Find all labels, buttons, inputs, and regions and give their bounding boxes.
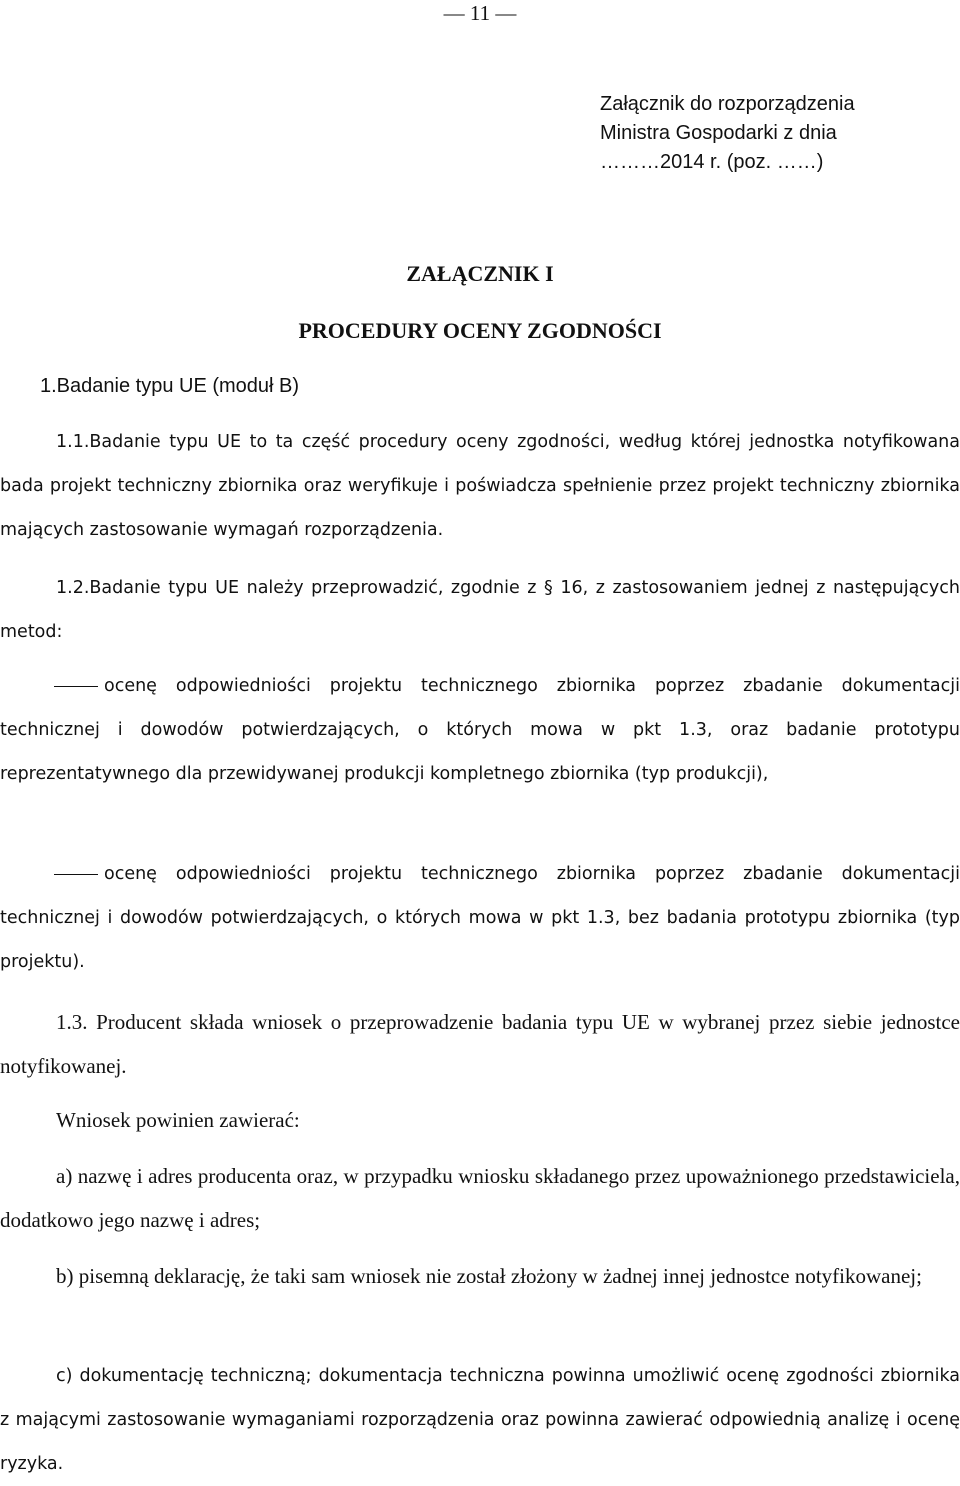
- paragraph-1-2: 1.2.Badanie typu UE należy przeprowadzić, zgodnie z § 16, z zastosowaniem jednej z następujących metod:: [0, 578, 960, 642]
- annex-note-line: Załącznik do rozporządzenia: [600, 93, 855, 115]
- list-item-a: a) nazwę i adres producenta oraz, w przypadku wniosku składanego przez upoważnionego przedstawiciela, dodatkowo jego nazwę i adres;: [0, 1164, 960, 1232]
- annex-title: ZAŁĄCZNIK I: [406, 261, 554, 286]
- paragraph-1-1: 1.1.Badanie typu UE to ta część procedury oceny zgodności, według której jednostka notyfikowana bada projekt techniczny zbiornika oraz weryfikuje i poświadcza spełnienie przez projekt techniczny zbiornika mających zastosowanie wymagań rozporządzenia.: [0, 432, 960, 540]
- dash-icon: [54, 874, 98, 875]
- bullet-text: ocenę odpowiedniości projektu technicznego zbiornika poprzez zbadanie dokumentacji technicznej i dowodów potwierdzających, o których mowa w pkt 1.3, oraz badanie prototypu reprezentatywnego dla przewidywanej produkcji kompletnego zbiornika (typ produkcji),: [0, 676, 960, 784]
- paragraph-1-3: 1.3. Producent składa wniosek o przeprowadzenie badania typu UE w wybranej przez siebie jednostce notyfikowanej.: [0, 1010, 960, 1078]
- bullet-item: [0, 664, 960, 796]
- bullet-item: [0, 852, 960, 984]
- annex-note-line: ………2014 r. (poz. ……): [600, 151, 824, 173]
- section-heading: 1.Badanie typu UE (moduł B): [40, 375, 300, 397]
- annex-note: [600, 90, 940, 177]
- list-item-b: b) pisemną deklarację, że taki sam wniosek nie został złożony w żadnej innej jednostce notyfikowanej;: [56, 1264, 922, 1288]
- paragraph-wniosek: Wniosek powinien zawierać:: [56, 1108, 300, 1132]
- list-item-c: c) dokumentację techniczną; dokumentacja techniczna powinna umożliwić ocenę zgodności zbiornika z mającymi zastosowanie wymaganiami rozporządzenia oraz powinna zawierać odpowiednią analizę i ocenę ryzyka.: [0, 1366, 960, 1474]
- page-number: — 11 —: [443, 1, 517, 25]
- procedures-title: PROCEDURY OCENY ZGODNOŚCI: [298, 318, 662, 343]
- bullet-text: ocenę odpowiedniości projektu technicznego zbiornika poprzez zbadanie dokumentacji technicznej i dowodów potwierdzających, o których mowa w pkt 1.3, bez badania prototypu zbiornika (typ projektu).: [0, 864, 960, 972]
- annex-note-line: Ministra Gospodarki z dnia: [600, 122, 837, 144]
- dash-icon: [54, 686, 98, 687]
